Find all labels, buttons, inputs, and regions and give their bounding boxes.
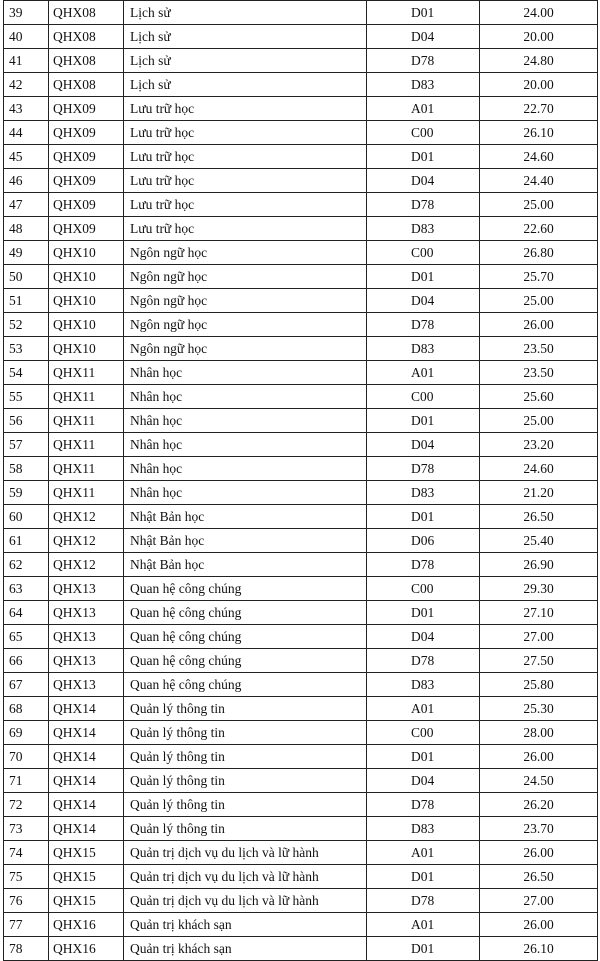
- subject-combination-cell: D04: [367, 433, 480, 457]
- program-code-cell: QHX13: [49, 673, 124, 697]
- program-code-cell: QHX09: [49, 97, 124, 121]
- subject-combination-cell: D78: [367, 313, 480, 337]
- table-row: [4, 841, 598, 865]
- table-row: [4, 745, 598, 769]
- table-row: [4, 145, 598, 169]
- table-row: [4, 481, 598, 505]
- program-code-cell: QHX12: [49, 553, 124, 577]
- program-name-cell: Ngôn ngữ học: [124, 313, 367, 337]
- program-code-cell: QHX10: [49, 265, 124, 289]
- row-number-cell: 66: [4, 649, 49, 673]
- table-row: [4, 529, 598, 553]
- subject-combination-cell: D78: [367, 49, 480, 73]
- row-number-cell: 58: [4, 457, 49, 481]
- table-row: [4, 337, 598, 361]
- table-row: [4, 97, 598, 121]
- program-code-cell: QHX13: [49, 601, 124, 625]
- admission-score-cell: 24.60: [480, 457, 598, 481]
- row-number-cell: 41: [4, 49, 49, 73]
- admission-score-cell: 20.00: [480, 73, 598, 97]
- row-number-cell: 48: [4, 217, 49, 241]
- subject-combination-cell: D04: [367, 25, 480, 49]
- subject-combination-cell: D78: [367, 457, 480, 481]
- admission-score-cell: 25.70: [480, 265, 598, 289]
- table-row: [4, 121, 598, 145]
- row-number-cell: 54: [4, 361, 49, 385]
- program-name-cell: Lưu trữ học: [124, 217, 367, 241]
- row-number-cell: 78: [4, 937, 49, 961]
- subject-combination-cell: D78: [367, 193, 480, 217]
- table-row: [4, 1, 598, 25]
- table-row: [4, 49, 598, 73]
- table-row: [4, 409, 598, 433]
- row-number-cell: 65: [4, 625, 49, 649]
- program-name-cell: Lịch sử: [124, 25, 367, 49]
- program-name-cell: Quản trị khách sạn: [124, 937, 367, 961]
- subject-combination-cell: D01: [367, 601, 480, 625]
- subject-combination-cell: D01: [367, 865, 480, 889]
- subject-combination-cell: D78: [367, 649, 480, 673]
- row-number-cell: 55: [4, 385, 49, 409]
- subject-combination-cell: C00: [367, 385, 480, 409]
- table-row: [4, 937, 598, 961]
- program-name-cell: Ngôn ngữ học: [124, 265, 367, 289]
- table-body: [4, 1, 598, 961]
- subject-combination-cell: C00: [367, 721, 480, 745]
- program-name-cell: Nhân học: [124, 457, 367, 481]
- program-name-cell: Lưu trữ học: [124, 169, 367, 193]
- subject-combination-cell: D83: [367, 817, 480, 841]
- program-code-cell: QHX16: [49, 937, 124, 961]
- program-code-cell: QHX15: [49, 889, 124, 913]
- program-code-cell: QHX08: [49, 25, 124, 49]
- row-number-cell: 50: [4, 265, 49, 289]
- program-code-cell: QHX08: [49, 73, 124, 97]
- program-name-cell: Quan hệ công chúng: [124, 577, 367, 601]
- row-number-cell: 70: [4, 745, 49, 769]
- program-name-cell: Nhân học: [124, 361, 367, 385]
- row-number-cell: 56: [4, 409, 49, 433]
- program-name-cell: Ngôn ngữ học: [124, 241, 367, 265]
- program-code-cell: QHX09: [49, 193, 124, 217]
- admission-score-cell: 25.30: [480, 697, 598, 721]
- table-row: [4, 889, 598, 913]
- row-number-cell: 40: [4, 25, 49, 49]
- program-name-cell: Nhân học: [124, 385, 367, 409]
- table-row: [4, 289, 598, 313]
- row-number-cell: 77: [4, 913, 49, 937]
- program-code-cell: QHX13: [49, 577, 124, 601]
- program-name-cell: Nhân học: [124, 433, 367, 457]
- program-code-cell: QHX11: [49, 457, 124, 481]
- row-number-cell: 76: [4, 889, 49, 913]
- row-number-cell: 61: [4, 529, 49, 553]
- table-row: [4, 673, 598, 697]
- program-code-cell: QHX11: [49, 385, 124, 409]
- table-row: [4, 385, 598, 409]
- subject-combination-cell: A01: [367, 361, 480, 385]
- table-row: [4, 697, 598, 721]
- subject-combination-cell: D83: [367, 73, 480, 97]
- subject-combination-cell: D01: [367, 145, 480, 169]
- subject-combination-cell: D78: [367, 793, 480, 817]
- table-row: [4, 361, 598, 385]
- admission-score-cell: 29.30: [480, 577, 598, 601]
- admission-score-cell: 22.60: [480, 217, 598, 241]
- row-number-cell: 72: [4, 793, 49, 817]
- program-name-cell: Quản lý thông tin: [124, 697, 367, 721]
- subject-combination-cell: D04: [367, 625, 480, 649]
- table-row: [4, 913, 598, 937]
- admission-score-cell: 20.00: [480, 25, 598, 49]
- program-code-cell: QHX08: [49, 1, 124, 25]
- table-row: [4, 169, 598, 193]
- program-name-cell: Lịch sử: [124, 49, 367, 73]
- program-name-cell: Nhân học: [124, 409, 367, 433]
- program-name-cell: Quản lý thông tin: [124, 769, 367, 793]
- admission-score-cell: 23.50: [480, 337, 598, 361]
- row-number-cell: 45: [4, 145, 49, 169]
- program-code-cell: QHX08: [49, 49, 124, 73]
- admission-score-cell: 22.70: [480, 97, 598, 121]
- program-code-cell: QHX14: [49, 769, 124, 793]
- program-code-cell: QHX10: [49, 313, 124, 337]
- admission-score-cell: 26.00: [480, 313, 598, 337]
- admission-score-cell: 24.40: [480, 169, 598, 193]
- program-name-cell: Quan hệ công chúng: [124, 649, 367, 673]
- table-row: [4, 505, 598, 529]
- admission-score-cell: 26.10: [480, 937, 598, 961]
- subject-combination-cell: A01: [367, 913, 480, 937]
- program-code-cell: QHX09: [49, 169, 124, 193]
- program-name-cell: Ngôn ngữ học: [124, 289, 367, 313]
- subject-combination-cell: D01: [367, 937, 480, 961]
- row-number-cell: 44: [4, 121, 49, 145]
- admission-score-cell: 23.70: [480, 817, 598, 841]
- row-number-cell: 46: [4, 169, 49, 193]
- row-number-cell: 69: [4, 721, 49, 745]
- row-number-cell: 62: [4, 553, 49, 577]
- subject-combination-cell: D78: [367, 553, 480, 577]
- table-row: [4, 649, 598, 673]
- admission-score-cell: 28.00: [480, 721, 598, 745]
- table-row: [4, 865, 598, 889]
- row-number-cell: 39: [4, 1, 49, 25]
- program-name-cell: Nhật Bản học: [124, 553, 367, 577]
- subject-combination-cell: D04: [367, 289, 480, 313]
- admission-score-table: [3, 0, 598, 961]
- admission-score-cell: 23.50: [480, 361, 598, 385]
- program-name-cell: Quản trị dịch vụ du lịch và lữ hành: [124, 865, 367, 889]
- program-code-cell: QHX10: [49, 241, 124, 265]
- program-name-cell: Lưu trữ học: [124, 97, 367, 121]
- program-code-cell: QHX14: [49, 697, 124, 721]
- program-code-cell: QHX11: [49, 481, 124, 505]
- admission-score-cell: 27.00: [480, 625, 598, 649]
- admission-score-cell: 26.80: [480, 241, 598, 265]
- table-row: [4, 25, 598, 49]
- admission-score-cell: 26.90: [480, 553, 598, 577]
- row-number-cell: 53: [4, 337, 49, 361]
- program-name-cell: Quan hệ công chúng: [124, 673, 367, 697]
- subject-combination-cell: D83: [367, 337, 480, 361]
- program-code-cell: QHX09: [49, 217, 124, 241]
- subject-combination-cell: D01: [367, 409, 480, 433]
- program-name-cell: Lịch sử: [124, 1, 367, 25]
- row-number-cell: 43: [4, 97, 49, 121]
- row-number-cell: 75: [4, 865, 49, 889]
- row-number-cell: 57: [4, 433, 49, 457]
- program-code-cell: QHX09: [49, 145, 124, 169]
- subject-combination-cell: D01: [367, 745, 480, 769]
- admission-score-cell: 25.40: [480, 529, 598, 553]
- admission-score-cell: 24.50: [480, 769, 598, 793]
- row-number-cell: 49: [4, 241, 49, 265]
- row-number-cell: 60: [4, 505, 49, 529]
- row-number-cell: 71: [4, 769, 49, 793]
- admission-score-cell: 25.00: [480, 289, 598, 313]
- subject-combination-cell: C00: [367, 241, 480, 265]
- table-row: [4, 721, 598, 745]
- table-row: [4, 433, 598, 457]
- subject-combination-cell: A01: [367, 841, 480, 865]
- admission-score-cell: 25.00: [480, 193, 598, 217]
- program-name-cell: Lưu trữ học: [124, 121, 367, 145]
- program-code-cell: QHX14: [49, 721, 124, 745]
- program-name-cell: Quan hệ công chúng: [124, 601, 367, 625]
- program-name-cell: Quản lý thông tin: [124, 745, 367, 769]
- row-number-cell: 67: [4, 673, 49, 697]
- admission-score-cell: 23.20: [480, 433, 598, 457]
- admission-score-cell: 26.50: [480, 505, 598, 529]
- program-code-cell: QHX10: [49, 289, 124, 313]
- program-name-cell: Quản trị dịch vụ du lịch và lữ hành: [124, 889, 367, 913]
- table-row: [4, 817, 598, 841]
- admission-score-cell: 25.00: [480, 409, 598, 433]
- program-code-cell: QHX11: [49, 433, 124, 457]
- subject-combination-cell: D83: [367, 481, 480, 505]
- admission-score-cell: 24.00: [480, 1, 598, 25]
- row-number-cell: 59: [4, 481, 49, 505]
- program-name-cell: Ngôn ngữ học: [124, 337, 367, 361]
- program-name-cell: Quản lý thông tin: [124, 817, 367, 841]
- program-code-cell: QHX13: [49, 649, 124, 673]
- row-number-cell: 42: [4, 73, 49, 97]
- subject-combination-cell: C00: [367, 121, 480, 145]
- admission-score-cell: 26.50: [480, 865, 598, 889]
- program-code-cell: QHX16: [49, 913, 124, 937]
- table-row: [4, 601, 598, 625]
- program-code-cell: QHX15: [49, 841, 124, 865]
- admission-score-cell: 26.10: [480, 121, 598, 145]
- admission-score-cell: 27.00: [480, 889, 598, 913]
- subject-combination-cell: D83: [367, 217, 480, 241]
- program-code-cell: QHX10: [49, 337, 124, 361]
- program-name-cell: Lịch sử: [124, 73, 367, 97]
- row-number-cell: 68: [4, 697, 49, 721]
- admission-score-cell: 25.60: [480, 385, 598, 409]
- program-name-cell: Quản trị dịch vụ du lịch và lữ hành: [124, 841, 367, 865]
- table-row: [4, 313, 598, 337]
- program-name-cell: Nhật Bản học: [124, 529, 367, 553]
- program-code-cell: QHX15: [49, 865, 124, 889]
- table-row: [4, 193, 598, 217]
- subject-combination-cell: D04: [367, 769, 480, 793]
- program-code-cell: QHX14: [49, 793, 124, 817]
- subject-combination-cell: C00: [367, 577, 480, 601]
- row-number-cell: 73: [4, 817, 49, 841]
- admission-score-cell: 26.00: [480, 913, 598, 937]
- table-row: [4, 73, 598, 97]
- row-number-cell: 74: [4, 841, 49, 865]
- subject-combination-cell: D06: [367, 529, 480, 553]
- admission-score-cell: 27.50: [480, 649, 598, 673]
- admission-score-cell: 26.00: [480, 745, 598, 769]
- admission-score-cell: 24.80: [480, 49, 598, 73]
- table-row: [4, 793, 598, 817]
- subject-combination-cell: D01: [367, 1, 480, 25]
- row-number-cell: 63: [4, 577, 49, 601]
- table-row: [4, 265, 598, 289]
- table-row: [4, 577, 598, 601]
- admission-score-cell: 21.20: [480, 481, 598, 505]
- program-code-cell: QHX11: [49, 409, 124, 433]
- subject-combination-cell: D01: [367, 505, 480, 529]
- program-code-cell: QHX13: [49, 625, 124, 649]
- subject-combination-cell: D01: [367, 265, 480, 289]
- program-code-cell: QHX11: [49, 361, 124, 385]
- program-name-cell: Quản lý thông tin: [124, 793, 367, 817]
- row-number-cell: 52: [4, 313, 49, 337]
- admission-score-cell: 26.20: [480, 793, 598, 817]
- subject-combination-cell: A01: [367, 97, 480, 121]
- row-number-cell: 51: [4, 289, 49, 313]
- row-number-cell: 64: [4, 601, 49, 625]
- program-name-cell: Nhân học: [124, 481, 367, 505]
- table-row: [4, 625, 598, 649]
- table-row: [4, 553, 598, 577]
- table-row: [4, 769, 598, 793]
- program-code-cell: QHX12: [49, 505, 124, 529]
- subject-combination-cell: A01: [367, 697, 480, 721]
- admission-score-cell: 27.10: [480, 601, 598, 625]
- program-code-cell: QHX14: [49, 817, 124, 841]
- program-code-cell: QHX09: [49, 121, 124, 145]
- table-row: [4, 241, 598, 265]
- program-code-cell: QHX14: [49, 745, 124, 769]
- program-name-cell: Lưu trữ học: [124, 145, 367, 169]
- table-row: [4, 217, 598, 241]
- subject-combination-cell: D04: [367, 169, 480, 193]
- program-name-cell: Lưu trữ học: [124, 193, 367, 217]
- program-name-cell: Quản lý thông tin: [124, 721, 367, 745]
- admission-score-cell: 25.80: [480, 673, 598, 697]
- admission-score-cell: 26.00: [480, 841, 598, 865]
- program-name-cell: Quản trị khách sạn: [124, 913, 367, 937]
- program-name-cell: Quan hệ công chúng: [124, 625, 367, 649]
- table-row: [4, 457, 598, 481]
- subject-combination-cell: D83: [367, 673, 480, 697]
- subject-combination-cell: D78: [367, 889, 480, 913]
- program-code-cell: QHX12: [49, 529, 124, 553]
- row-number-cell: 47: [4, 193, 49, 217]
- program-name-cell: Nhật Bản học: [124, 505, 367, 529]
- admission-score-cell: 24.60: [480, 145, 598, 169]
